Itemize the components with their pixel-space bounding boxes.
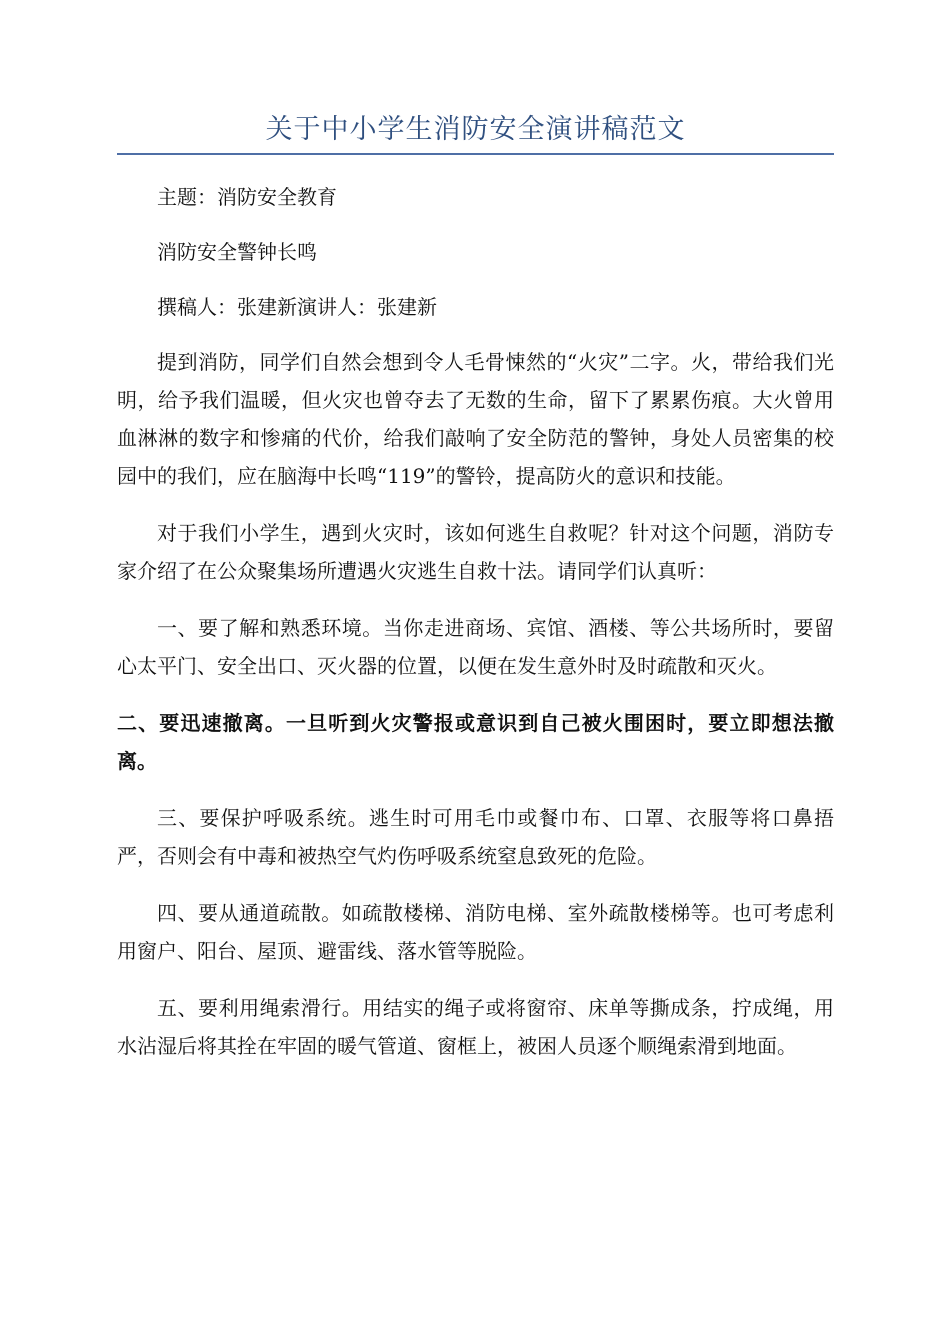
topic-line: 主题：消防安全教育 [157, 185, 337, 209]
tip-5-paragraph: 五、要利用绳索滑行。用结实的绳子或将窗帘、床单等撕成条，拧成绳，用水沾湿后将其拴在牢固的暖气管道、窗框上，被困人员逐个顺绳索滑到地面。 [117, 996, 834, 1058]
question-paragraph: 对于我们小学生，遇到火灾时，该如何逃生自救呢？针对这个问题，消防专家介绍了在公众聚集场所遭遇火灾逃生自救十法。请同学们认真听： [117, 521, 834, 583]
subtitle-line: 消防安全警钟长鸣 [157, 240, 317, 264]
author-line: 撰稿人：张建新演讲人：张建新 [157, 295, 437, 319]
tip-1-paragraph: 一、要了解和熟悉环境。当你走进商场、宾馆、酒楼、等公共场所时，要留心太平门、安全出口、灭火器的位置，以便在发生意外时及时疏散和灭火。 [117, 616, 834, 678]
intro-paragraph: 提到消防，同学们自然会想到令人毛骨悚然的“火灾”二字。火，带给我们光明，给予我们温暖，但火灾也曾夺去了无数的生命，留下了累累伤痕。大火曾用血淋淋的数字和惨痛的代价，给我们敲响了安全防范的警钟，身处人员密集的校园中的我们，应在脑海中长鸣“119”的警铃，提高防火的意识和技能。 [117, 350, 834, 488]
document-body [117, 178, 834, 1084]
title-underline [117, 153, 834, 155]
tip-3-paragraph: 三、要保护呼吸系统。逃生时可用毛巾或餐巾布、口罩、衣服等将口鼻捂严，否则会有中毒和被热空气灼伤呼吸系统窒息致死的危险。 [117, 806, 834, 868]
tip-4-paragraph: 四、要从通道疏散。如疏散楼梯、消防电梯、室外疏散楼梯等。也可考虑利用窗户、阳台、屋顶、避雷线、落水管等脱险。 [117, 901, 834, 963]
tip-2-paragraph: 二、要迅速撤离。一旦听到火灾警报或意识到自己被火围困时，要立即想法撤离。 [117, 711, 834, 773]
document-title: 关于中小学生消防安全演讲稿范文 [265, 114, 686, 145]
